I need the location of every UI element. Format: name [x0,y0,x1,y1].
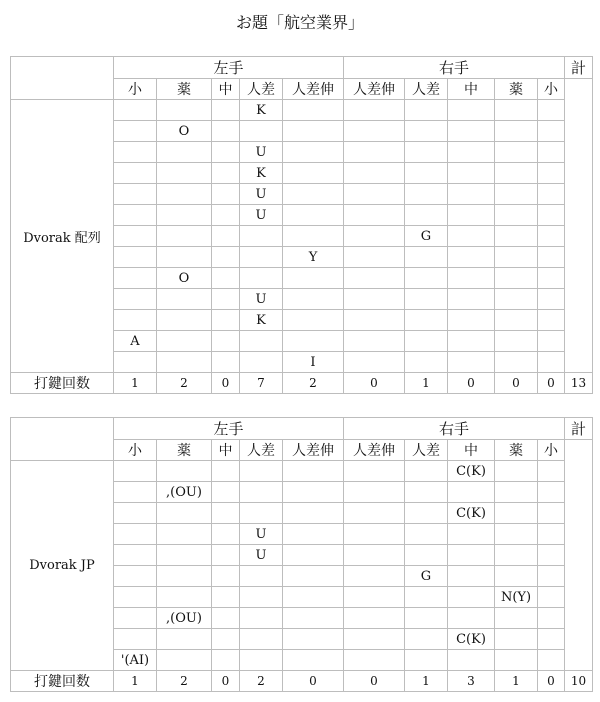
key-cell [344,608,405,629]
keystroke-row [11,100,593,121]
key-cell [495,310,538,331]
count-cell: 1 [114,671,157,692]
key-cell [344,289,405,310]
finger-header: 小 [538,440,565,461]
key-cell [283,121,344,142]
finger-header: 人差伸 [344,79,405,100]
key-cell [405,650,448,671]
key-cell [538,163,565,184]
key-cell [283,524,344,545]
layout-name: Dvorak 配列 [11,100,114,373]
key-cell: O [157,268,212,289]
key-cell [495,608,538,629]
finger-header: 人差伸 [283,440,344,461]
key-cell [405,289,448,310]
count-cell: 2 [240,671,283,692]
key-cell [114,310,157,331]
key-cell [283,289,344,310]
key-cell [212,163,240,184]
finger-header: 人差伸 [283,79,344,100]
key-cell: ,(OU) [157,482,212,503]
key-cell [114,205,157,226]
key-cell [344,247,405,268]
key-cell [157,545,212,566]
key-cell [212,650,240,671]
key-cell [448,352,495,373]
key-cell: U [240,205,283,226]
keystroke-count-row [11,373,593,394]
key-cell: O [157,121,212,142]
key-cell [405,587,448,608]
key-cell [114,608,157,629]
key-cell [405,184,448,205]
key-cell [283,503,344,524]
key-cell [212,100,240,121]
key-cell [212,184,240,205]
key-cell: Y [283,247,344,268]
finger-header: 人差 [405,440,448,461]
key-cell [114,184,157,205]
key-cell: U [240,545,283,566]
key-cell [114,268,157,289]
key-cell [114,100,157,121]
key-cell [240,352,283,373]
key-cell: U [240,289,283,310]
key-cell [114,482,157,503]
finger-header: 中 [448,440,495,461]
key-cell [212,331,240,352]
key-cell [283,226,344,247]
count-cell: 0 [495,373,538,394]
finger-header: 薬 [495,79,538,100]
finger-header: 薬 [157,440,212,461]
key-cell [114,142,157,163]
key-cell [405,100,448,121]
key-cell [344,461,405,482]
key-cell [448,587,495,608]
key-cell [344,100,405,121]
finger-header: 薬 [157,79,212,100]
key-cell [157,587,212,608]
key-cell [157,310,212,331]
key-cell [495,629,538,650]
key-cell [495,289,538,310]
key-cell [344,268,405,289]
key-cell [344,142,405,163]
key-cell [495,650,538,671]
key-cell: C(K) [448,629,495,650]
keystroke-row [11,461,593,482]
finger-header: 人差 [405,79,448,100]
key-cell [405,482,448,503]
key-cell [448,331,495,352]
key-cell [538,121,565,142]
key-cell [448,184,495,205]
key-cell [344,482,405,503]
key-cell [212,121,240,142]
key-cell [240,268,283,289]
layout-name: Dvorak JP [11,461,114,671]
key-cell [212,205,240,226]
key-cell [240,121,283,142]
keystroke-count-row [11,671,593,692]
count-cell: 0 [283,671,344,692]
count-cell: 7 [240,373,283,394]
key-cell: C(K) [448,461,495,482]
key-cell [538,184,565,205]
key-cell [157,629,212,650]
key-cell [212,247,240,268]
key-cell [495,461,538,482]
key-cell [157,226,212,247]
key-cell [495,524,538,545]
key-cell [344,566,405,587]
key-cell [114,163,157,184]
key-cell [538,587,565,608]
key-cell [405,608,448,629]
key-cell: ,(OU) [157,608,212,629]
key-cell [114,629,157,650]
key-cell [240,482,283,503]
key-cell [283,142,344,163]
key-cell [405,268,448,289]
key-cell [344,331,405,352]
key-cell [405,524,448,545]
key-cell [495,142,538,163]
total-count: 13 [565,373,593,394]
finger-header: 中 [212,440,240,461]
key-cell [344,587,405,608]
key-cell [240,566,283,587]
key-cell [448,205,495,226]
key-cell [448,268,495,289]
key-cell: K [240,163,283,184]
key-cell [344,650,405,671]
key-cell [405,142,448,163]
key-cell [344,184,405,205]
key-cell [157,142,212,163]
key-cell [212,461,240,482]
key-cell [212,289,240,310]
key-cell [283,587,344,608]
finger-header: 中 [212,79,240,100]
finger-header: 小 [114,79,157,100]
key-cell [157,503,212,524]
key-cell [344,226,405,247]
key-cell: G [405,566,448,587]
key-cell [448,650,495,671]
key-cell [405,461,448,482]
key-cell [283,184,344,205]
count-cell: 0 [212,373,240,394]
key-cell [538,331,565,352]
count-cell: 1 [405,671,448,692]
key-cell [114,587,157,608]
key-cell: U [240,524,283,545]
key-cell [344,524,405,545]
key-cell [114,545,157,566]
key-cell [114,121,157,142]
key-cell [344,503,405,524]
key-cell [157,205,212,226]
key-cell [157,289,212,310]
key-cell [448,226,495,247]
key-cell [283,331,344,352]
count-cell: 0 [538,373,565,394]
key-cell [212,629,240,650]
key-cell [495,226,538,247]
key-cell [448,310,495,331]
finger-header: 小 [114,440,157,461]
key-cell [495,268,538,289]
dvorak-table [10,56,593,394]
key-cell [538,503,565,524]
key-cell [405,503,448,524]
key-cell [538,650,565,671]
key-cell [538,629,565,650]
count-cell: 0 [212,671,240,692]
key-cell [538,310,565,331]
key-cell: U [240,142,283,163]
total-column-blank [565,79,593,373]
key-cell [157,163,212,184]
key-cell [114,247,157,268]
key-cell [114,566,157,587]
key-cell [114,289,157,310]
key-cell [344,629,405,650]
key-cell [344,310,405,331]
key-cell [212,566,240,587]
key-cell: I [283,352,344,373]
key-cell [405,121,448,142]
key-cell [448,142,495,163]
finger-header: 人差伸 [344,440,405,461]
total-count: 10 [565,671,593,692]
key-cell [538,524,565,545]
left-hand-header: 左手 [114,418,344,440]
key-cell [405,205,448,226]
key-cell [495,545,538,566]
count-cell: 3 [448,671,495,692]
key-cell [344,121,405,142]
key-cell [240,461,283,482]
key-cell [344,205,405,226]
key-cell [448,566,495,587]
key-cell [212,352,240,373]
key-cell [344,163,405,184]
key-cell [538,247,565,268]
key-cell [240,503,283,524]
key-cell [405,310,448,331]
key-cell [212,142,240,163]
corner-cell [11,57,114,100]
key-cell [283,163,344,184]
key-cell [538,268,565,289]
key-cell [212,587,240,608]
key-cell [448,524,495,545]
key-cell [114,352,157,373]
key-cell [212,524,240,545]
key-cell [157,524,212,545]
key-cell [283,566,344,587]
key-cell [538,566,565,587]
count-cell: 2 [283,373,344,394]
key-cell [240,247,283,268]
key-cell: G [405,226,448,247]
key-cell [495,503,538,524]
key-cell [405,247,448,268]
key-cell [538,482,565,503]
key-cell [495,163,538,184]
key-cell [538,205,565,226]
key-cell [240,650,283,671]
key-cell [495,331,538,352]
finger-header: 中 [448,79,495,100]
key-cell [344,352,405,373]
key-cell [157,100,212,121]
key-cell [448,100,495,121]
right-hand-header: 右手 [344,418,565,440]
count-label: 打鍵回数 [11,671,114,692]
key-cell [538,226,565,247]
key-cell [538,545,565,566]
key-cell [495,121,538,142]
key-cell [495,482,538,503]
count-cell: 2 [157,671,212,692]
key-cell [495,352,538,373]
key-cell [157,650,212,671]
key-cell [405,545,448,566]
finger-header: 小 [538,79,565,100]
hand-header-row [11,57,593,79]
key-cell [212,226,240,247]
key-cell: C(K) [448,503,495,524]
total-header: 計 [565,418,593,440]
key-cell: U [240,184,283,205]
key-cell [405,331,448,352]
key-cell [448,608,495,629]
total-header: 計 [565,57,593,79]
finger-header: 人差 [240,440,283,461]
key-cell [448,163,495,184]
key-cell [283,545,344,566]
key-cell [538,289,565,310]
key-cell [157,566,212,587]
key-cell [157,184,212,205]
key-cell [157,352,212,373]
count-cell: 1 [405,373,448,394]
key-cell [283,629,344,650]
key-cell [283,205,344,226]
key-cell: A [114,331,157,352]
key-cell [157,331,212,352]
count-cell: 0 [448,373,495,394]
key-cell: N(Y) [495,587,538,608]
key-cell [283,310,344,331]
key-cell [448,121,495,142]
key-cell [240,331,283,352]
key-cell [495,205,538,226]
key-cell [538,352,565,373]
count-label: 打鍵回数 [11,373,114,394]
key-cell: K [240,310,283,331]
key-cell [283,268,344,289]
key-cell [283,461,344,482]
key-cell [212,310,240,331]
page-title: お題「航空業界」 [235,13,364,32]
key-cell [212,503,240,524]
hand-header-row [11,418,593,440]
key-cell [283,650,344,671]
key-cell [157,247,212,268]
key-cell: K [240,100,283,121]
key-cell [157,461,212,482]
right-hand-header: 右手 [344,57,565,79]
key-cell [538,608,565,629]
key-cell [283,482,344,503]
count-cell: 0 [344,373,405,394]
count-cell: 0 [538,671,565,692]
key-cell: '(AI) [114,650,157,671]
key-cell [240,629,283,650]
key-cell [283,100,344,121]
key-cell [448,545,495,566]
key-cell [538,100,565,121]
key-cell [405,629,448,650]
key-cell [114,503,157,524]
total-column-blank [565,440,593,671]
key-cell [495,100,538,121]
key-cell [283,608,344,629]
key-cell [240,226,283,247]
left-hand-header: 左手 [114,57,344,79]
key-cell [405,163,448,184]
key-cell [495,247,538,268]
key-cell [495,184,538,205]
key-cell [448,482,495,503]
count-cell: 0 [344,671,405,692]
key-cell [240,608,283,629]
key-cell [448,289,495,310]
key-cell [114,226,157,247]
key-cell [212,482,240,503]
dvorak-jp-table [10,417,593,692]
key-cell [495,566,538,587]
key-cell [538,142,565,163]
finger-header: 薬 [495,440,538,461]
key-cell [240,587,283,608]
key-cell [114,524,157,545]
key-cell [212,545,240,566]
count-cell: 1 [495,671,538,692]
key-cell [405,352,448,373]
key-cell [212,608,240,629]
key-cell [344,545,405,566]
count-cell: 2 [157,373,212,394]
count-cell: 1 [114,373,157,394]
finger-header: 人差 [240,79,283,100]
key-cell [114,461,157,482]
key-cell [448,247,495,268]
key-cell [538,461,565,482]
corner-cell [11,418,114,461]
key-cell [212,268,240,289]
